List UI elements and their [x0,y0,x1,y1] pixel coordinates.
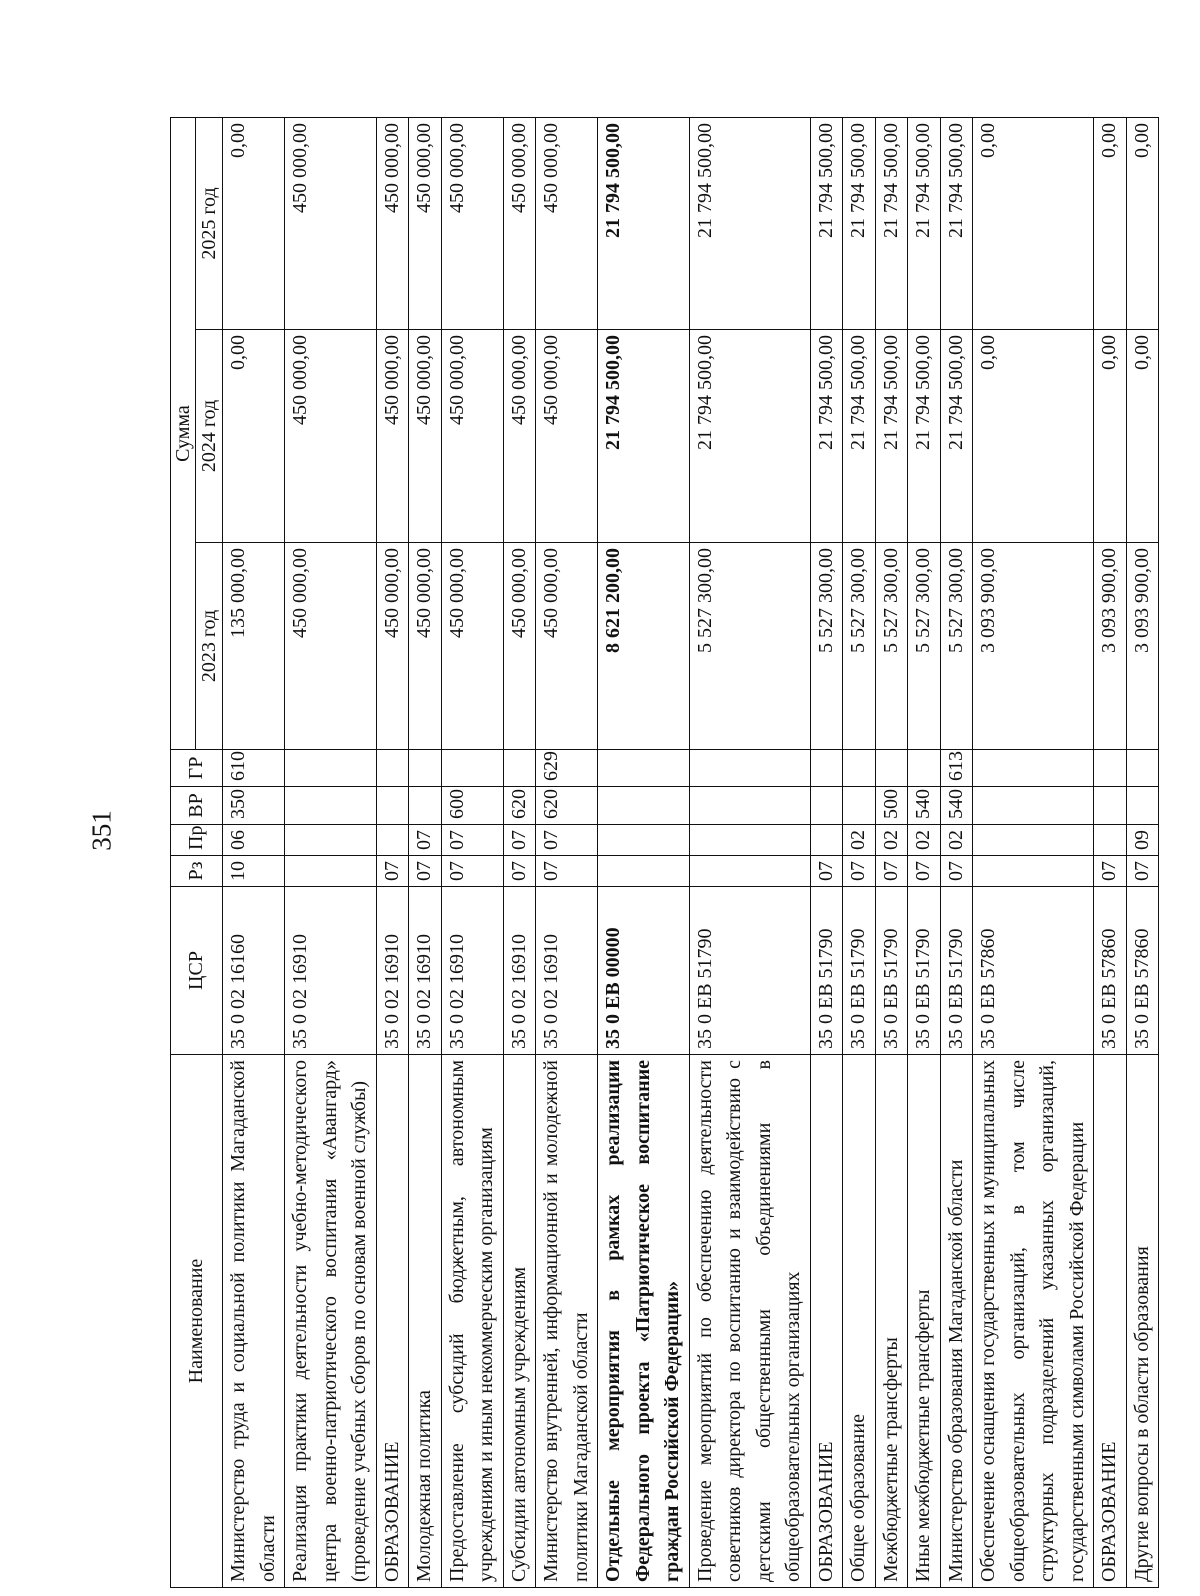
cell-gr [810,750,843,787]
cell-y2025: 21 794 500,00 [940,118,973,330]
cell-y2024: 0,00 [1094,330,1127,543]
cell-csr: 35 0 EВ 51790 [810,887,843,1055]
cell-y2023: 3 093 900,00 [1126,543,1159,750]
cell-csr: 35 0 EВ 57860 [973,887,1094,1055]
cell-y2024: 450 000,00 [503,330,536,543]
cell-csr: 35 0 EВ 51790 [843,887,876,1055]
cell-pr: 06 [223,825,285,856]
cell-pr: 07 [536,825,598,856]
cell-y2024: 0,00 [1126,330,1159,543]
cell-y2023: 5 527 300,00 [689,543,810,750]
cell-y2023: 450 000,00 [441,543,503,750]
cell-rz [598,856,690,887]
cell-name: ОБРАЗОВАНИЕ [810,1055,843,1588]
table-row [689,118,810,1588]
cell-y2023: 450 000,00 [503,543,536,750]
cell-gr [376,750,409,787]
cell-gr [285,750,377,787]
cell-vr: 620 [536,787,598,825]
cell-name: Иные межбюджетные трансферты [908,1055,941,1588]
table-frame [170,118,1153,1588]
cell-y2024: 450 000,00 [376,330,409,543]
table-row [1126,118,1159,1588]
cell-y2025: 21 794 500,00 [875,118,908,330]
cell-y2024: 21 794 500,00 [908,330,941,543]
header-2023: 2023 год [196,543,223,750]
cell-rz: 07 [908,856,941,887]
cell-y2024: 21 794 500,00 [940,330,973,543]
cell-pr: 02 [908,825,941,856]
cell-vr: 540 [908,787,941,825]
table-row [810,118,843,1588]
cell-pr: 02 [875,825,908,856]
table-row [536,118,598,1588]
cell-y2024: 450 000,00 [285,330,377,543]
cell-y2023: 450 000,00 [285,543,377,750]
cell-y2024: 450 000,00 [409,330,442,543]
header-rz: Рз [171,856,223,887]
cell-pr: 02 [843,825,876,856]
cell-vr [1126,787,1159,825]
cell-y2024: 0,00 [223,330,285,543]
cell-name: Министерство труда и социальной политики Магаданской области [223,1055,285,1588]
page-number: 351 [86,810,117,851]
cell-y2025: 21 794 500,00 [908,118,941,330]
cell-gr [843,750,876,787]
cell-y2023: 3 093 900,00 [1094,543,1127,750]
cell-csr: 35 0 02 16910 [503,887,536,1055]
cell-csr: 35 0 02 16910 [409,887,442,1055]
cell-gr: 629 [536,750,598,787]
cell-pr [598,825,690,856]
cell-name: ОБРАЗОВАНИЕ [1094,1055,1127,1588]
cell-y2024: 450 000,00 [536,330,598,543]
cell-vr: 600 [441,787,503,825]
cell-rz: 07 [536,856,598,887]
cell-name: Реализация практики деятельности учебно-методического центра военно-патриотического воспитания «Авангард» (проведение учебных сборов по основам военной службы) [285,1055,377,1588]
cell-gr [1094,750,1127,787]
cell-name: Общее образование [843,1055,876,1588]
cell-rz: 07 [376,856,409,887]
cell-csr: 35 0 EВ 57860 [1094,887,1127,1055]
table-row [908,118,941,1588]
cell-vr [843,787,876,825]
table-row [441,118,503,1588]
cell-csr: 35 0 02 16910 [376,887,409,1055]
rotated-table-container [170,118,1153,1588]
cell-pr [1094,825,1127,856]
cell-y2024: 21 794 500,00 [843,330,876,543]
cell-pr: 07 [503,825,536,856]
cell-y2024: 450 000,00 [441,330,503,543]
header-gr: ГР [171,750,223,787]
cell-name: Министерство образования Магаданской области [940,1055,973,1588]
cell-y2024: 21 794 500,00 [875,330,908,543]
cell-name: Обеспечение оснащения государственных и муниципальных общеобразовательных организаций, в том числе структурных подразделений указанных организаций, государственными символами Российской Федерации [973,1055,1094,1588]
cell-y2023: 450 000,00 [376,543,409,750]
cell-y2023: 3 093 900,00 [973,543,1094,750]
table-row [409,118,442,1588]
cell-csr: 35 0 EВ 51790 [940,887,973,1055]
cell-rz: 07 [441,856,503,887]
header-pr: Пр [171,825,223,856]
cell-rz [285,856,377,887]
cell-csr: 35 0 EВ 51790 [908,887,941,1055]
cell-csr: 35 0 EВ 00000 [598,887,690,1055]
cell-y2025: 450 000,00 [503,118,536,330]
cell-name: Межбюджетные трансферты [875,1055,908,1588]
table-row [973,118,1094,1588]
table-row [376,118,409,1588]
cell-rz: 07 [843,856,876,887]
cell-y2023: 5 527 300,00 [908,543,941,750]
cell-rz: 07 [1126,856,1159,887]
table-row [875,118,908,1588]
cell-csr: 35 0 02 16160 [223,887,285,1055]
cell-rz: 07 [810,856,843,887]
cell-pr: 07 [409,825,442,856]
cell-gr [441,750,503,787]
cell-vr: 540 [940,787,973,825]
cell-y2023: 450 000,00 [409,543,442,750]
table-row [843,118,876,1588]
header-2024: 2024 год [196,330,223,543]
cell-y2023: 5 527 300,00 [843,543,876,750]
cell-csr: 35 0 02 16910 [536,887,598,1055]
cell-csr: 35 0 EВ 51790 [689,887,810,1055]
cell-csr: 35 0 02 16910 [285,887,377,1055]
cell-vr [598,787,690,825]
cell-csr: 35 0 EВ 57860 [1126,887,1159,1055]
table-row [1094,118,1127,1588]
table-body [223,118,1159,1588]
table-row [503,118,536,1588]
table-row [285,118,377,1588]
cell-rz: 10 [223,856,285,887]
cell-y2025: 0,00 [1126,118,1159,330]
cell-y2025: 450 000,00 [409,118,442,330]
cell-y2023: 8 621 200,00 [598,543,690,750]
cell-y2023: 135 000,00 [223,543,285,750]
cell-gr [503,750,536,787]
cell-pr [810,825,843,856]
cell-csr: 35 0 EВ 51790 [875,887,908,1055]
cell-y2023: 5 527 300,00 [875,543,908,750]
table-row [223,118,285,1588]
cell-gr [1126,750,1159,787]
cell-pr: 09 [1126,825,1159,856]
cell-rz: 07 [409,856,442,887]
cell-y2024: 21 794 500,00 [598,330,690,543]
cell-pr [689,825,810,856]
header-vr: ВР [171,787,223,825]
cell-rz: 07 [875,856,908,887]
cell-gr [409,750,442,787]
cell-y2025: 0,00 [223,118,285,330]
cell-name: Отдельные мероприятия в рамках реализации Федерального проекта «Патриотическое воспитание граждан Российской Федерации» [598,1055,690,1588]
cell-y2025: 450 000,00 [285,118,377,330]
cell-pr: 07 [441,825,503,856]
cell-name: Предоставление субсидий бюджетным, автономным учреждениям и иным некоммерческим организациям [441,1055,503,1588]
cell-y2023: 450 000,00 [536,543,598,750]
table-row [598,118,690,1588]
cell-name: Проведение мероприятий по обеспечению деятельности советников директора по воспитанию и взаимодействию с детскими общественными объединениями в общеобразовательных организациях [689,1055,810,1588]
cell-y2024: 21 794 500,00 [810,330,843,543]
cell-gr [875,750,908,787]
cell-name: ОБРАЗОВАНИЕ [376,1055,409,1588]
cell-y2023: 5 527 300,00 [810,543,843,750]
header-name: Наименование [171,1055,223,1588]
cell-y2025: 21 794 500,00 [598,118,690,330]
header-2025: 2025 год [196,118,223,330]
cell-vr: 350 [223,787,285,825]
cell-pr [973,825,1094,856]
header-sum: Сумма [171,118,196,750]
cell-name: Министерство внутренней, информационной и молодежной политики Магаданской области [536,1055,598,1588]
cell-pr: 02 [940,825,973,856]
cell-vr [409,787,442,825]
header-csr: ЦСР [171,887,223,1055]
cell-gr: 613 [940,750,973,787]
cell-vr [689,787,810,825]
cell-gr [973,750,1094,787]
cell-vr: 620 [503,787,536,825]
cell-pr [285,825,377,856]
cell-y2023: 5 527 300,00 [940,543,973,750]
cell-name: Субсидии автономным учреждениям [503,1055,536,1588]
cell-gr [908,750,941,787]
cell-vr [973,787,1094,825]
cell-rz [973,856,1094,887]
cell-y2025: 450 000,00 [536,118,598,330]
cell-vr [1094,787,1127,825]
cell-gr: 610 [223,750,285,787]
cell-vr [376,787,409,825]
cell-rz: 07 [1094,856,1127,887]
cell-vr [285,787,377,825]
cell-name: Молодежная политика [409,1055,442,1588]
cell-name: Другие вопросы в области образования [1126,1055,1159,1588]
budget-table [170,117,1159,1588]
cell-y2025: 0,00 [973,118,1094,330]
cell-rz: 07 [503,856,536,887]
table-row [940,118,973,1588]
cell-y2024: 0,00 [973,330,1094,543]
cell-y2025: 21 794 500,00 [810,118,843,330]
cell-rz [689,856,810,887]
cell-rz: 07 [940,856,973,887]
cell-gr [689,750,810,787]
cell-csr: 35 0 02 16910 [441,887,503,1055]
cell-gr [598,750,690,787]
cell-vr [810,787,843,825]
cell-pr [376,825,409,856]
cell-y2025: 450 000,00 [376,118,409,330]
cell-y2024: 21 794 500,00 [689,330,810,543]
cell-y2025: 0,00 [1094,118,1127,330]
cell-y2025: 21 794 500,00 [843,118,876,330]
header-row [171,118,196,1588]
cell-vr: 500 [875,787,908,825]
cell-y2025: 450 000,00 [441,118,503,330]
cell-y2025: 21 794 500,00 [689,118,810,330]
